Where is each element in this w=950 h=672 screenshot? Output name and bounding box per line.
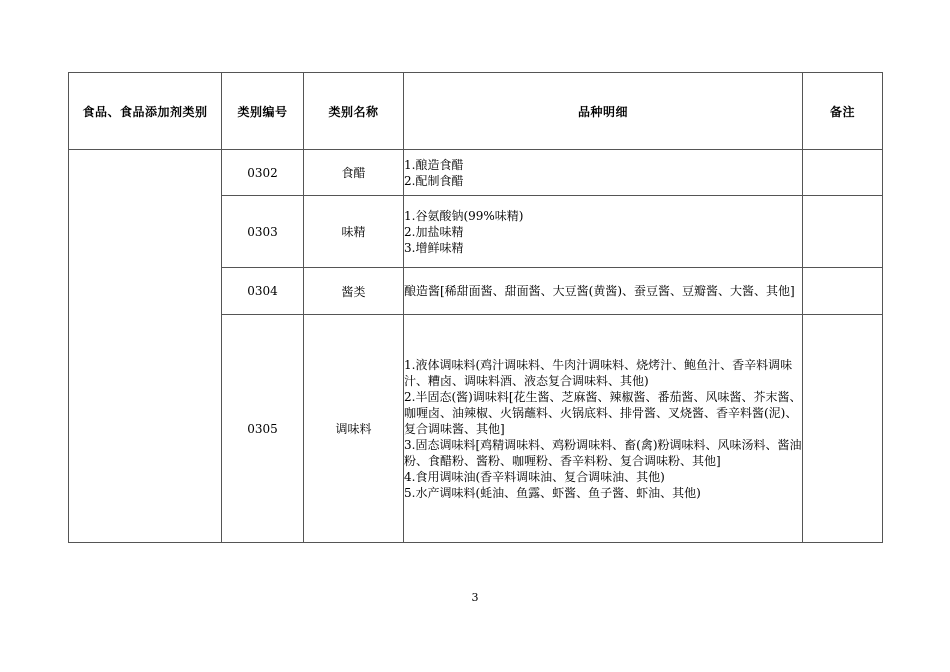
detail-line: 2.半固态(酱)调味料[花生酱、芝麻酱、辣椒酱、番茄酱、风味酱、芥末酱、咖喱卤、油辣椒、火锅蘸料、火锅底料、排骨酱、叉烧酱、香辛料酱(泥)、复合调味酱、其他] (404, 389, 802, 436)
row-code: 0304 (222, 268, 304, 315)
header-row (69, 73, 883, 150)
row-code: 0302 (222, 150, 304, 196)
detail-line: 3.增鲜味精 (404, 240, 464, 255)
header-code: 类别编号 (222, 73, 304, 150)
row-remark (803, 150, 883, 196)
category-cell (69, 150, 222, 543)
detail-line: 4.食用调味油(香辛料调味油、复合调味油、其他) (404, 469, 665, 484)
row-remark (803, 268, 883, 315)
header-category: 食品、食品添加剂类别 (69, 73, 222, 150)
header-remark: 备注 (803, 73, 883, 150)
detail-line: 1.谷氨酸钠(99%味精) (404, 208, 524, 223)
table-row (69, 150, 883, 196)
row-detail (404, 315, 803, 543)
row-code: 0303 (222, 196, 304, 268)
row-name: 食醋 (304, 150, 404, 196)
row-remark (803, 196, 883, 268)
row-detail (404, 196, 803, 268)
row-name: 味精 (304, 196, 404, 268)
detail-line: 2.配制食醋 (404, 173, 464, 188)
row-name: 调味料 (304, 315, 404, 543)
food-category-table (68, 72, 883, 543)
row-name: 酱类 (304, 268, 404, 315)
detail-line: 1.酿造食醋 (404, 157, 464, 172)
detail-line: 3.固态调味料[鸡精调味料、鸡粉调味料、畜(禽)粉调味料、风味汤料、酱油粉、食醋粉、酱粉、咖喱粉、香辛料粉、复合调味粉、其他] (404, 437, 802, 468)
row-detail (404, 150, 803, 196)
row-code: 0305 (222, 315, 304, 543)
detail-line: 酿造酱[稀甜面酱、甜面酱、大豆酱(黄酱)、蚕豆酱、豆瓣酱、大酱、其他] (404, 284, 795, 298)
row-remark (803, 315, 883, 543)
row-detail (404, 268, 803, 315)
detail-line: 1.液体调味料(鸡汁调味料、牛肉汁调味料、烧烤汁、鲍鱼汁、香辛料调味汁、糟卤、调味料酒、液态复合调味料、其他) (404, 357, 793, 388)
page-number: 3 (471, 591, 479, 604)
header-name: 类别名称 (304, 73, 404, 150)
detail-line: 5.水产调味料(蚝油、鱼露、虾酱、鱼子酱、虾油、其他) (404, 485, 701, 500)
detail-line: 2.加盐味精 (404, 224, 464, 239)
header-detail: 品种明细 (404, 73, 803, 150)
